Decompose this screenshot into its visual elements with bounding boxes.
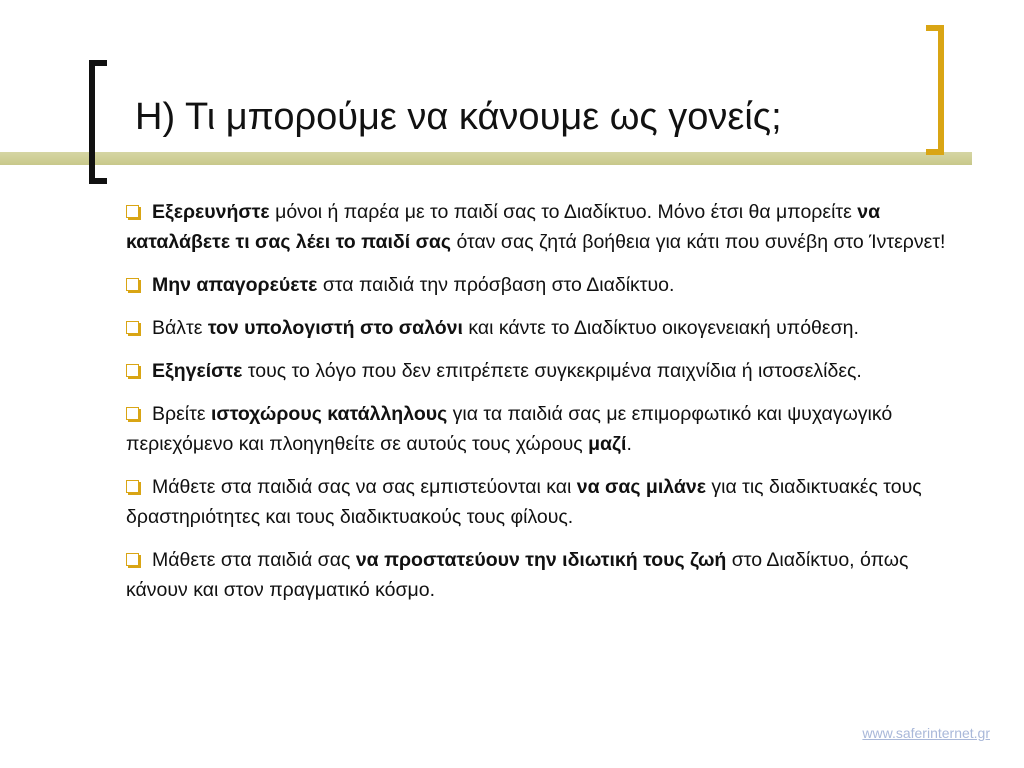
bullet-text: . [626, 433, 632, 455]
bullet-item [126, 197, 966, 257]
bullet-emphasis: ιστοχώρους κατάλληλους [210, 403, 448, 425]
bullet-text: στο Διαδίκτυο, όπως κάνουν και στον πραγματικό κόσμο. [126, 549, 909, 601]
bullet-item [126, 313, 966, 343]
hollow-square-bullet-icon [126, 407, 139, 420]
bullet-text: Μάθετε στα παιδιά σας να σας εμπιστεύονται και [152, 476, 577, 498]
bullet-text: στα παιδιά την πρόσβαση στο Διαδίκτυο. [317, 274, 675, 296]
bullet-emphasis: να προστατεύουν την ιδιωτική τους ζωή [355, 549, 727, 571]
hollow-square-bullet-icon [126, 278, 139, 291]
bullet-text: Βρείτε [152, 403, 211, 425]
bullet-text: μόνοι ή παρέα με το παιδί σας το Διαδίκτυο. Μόνο έτσι θα μπορείτε [269, 201, 858, 223]
hollow-square-bullet-icon [126, 553, 139, 566]
bullet-text: και κάντε το Διαδίκτυο οικογενειακή υπόθεση. [462, 317, 859, 339]
hollow-square-bullet-icon [126, 321, 139, 334]
left-bracket-decoration [89, 60, 107, 184]
bullet-emphasis: Εξερευνήστε [152, 201, 270, 223]
bullet-emphasis: να καταλάβετε τι σας λέει το παιδί σας [126, 201, 881, 253]
bullet-item [126, 356, 966, 386]
bullet-item [126, 270, 966, 300]
bullet-emphasis: τον υπολογιστή στο σαλόνι [207, 317, 463, 339]
hollow-square-bullet-icon [126, 480, 139, 493]
bullet-text: Μάθετε στα παιδιά σας [152, 549, 356, 571]
bullet-list [126, 197, 966, 618]
bullet-text: όταν σας ζητά βοήθεια για κάτι που συνέβη στο Ίντερνετ! [451, 231, 946, 253]
bullet-item [126, 472, 966, 532]
bullet-item [126, 545, 966, 605]
hollow-square-bullet-icon [126, 205, 139, 218]
bullet-emphasis: Μην απαγορεύετε [152, 274, 318, 296]
bullet-text: Βάλτε [152, 317, 208, 339]
bullet-emphasis: να σας μιλάνε [576, 476, 706, 498]
hollow-square-bullet-icon [126, 364, 139, 377]
bullet-emphasis: μαζί [588, 433, 627, 455]
footer-link[interactable]: www.saferinternet.gr [862, 725, 990, 741]
bullet-text: για τα παιδιά σας με επιμορφωτικό και ψυχαγωγικό περιεχόμενο και πλοηγηθείτε σε αυτούς τους χώρους [126, 403, 893, 455]
slide-title: Η) Τι μπορούμε να κάνουμε ως γονείς; [135, 96, 782, 138]
bullet-text: τους το λόγο που δεν επιτρέπετε συγκεκριμένα παιχνίδια ή ιστοσελίδες. [242, 360, 862, 382]
right-bracket-decoration [926, 25, 944, 155]
title-band [0, 152, 972, 165]
bullet-item [126, 399, 966, 459]
bullet-emphasis: Εξηγείστε [152, 360, 243, 382]
bullet-text: για τις διαδικτυακές τους δραστηριότητες και τους διαδικτυακούς τους φίλους. [126, 476, 922, 528]
